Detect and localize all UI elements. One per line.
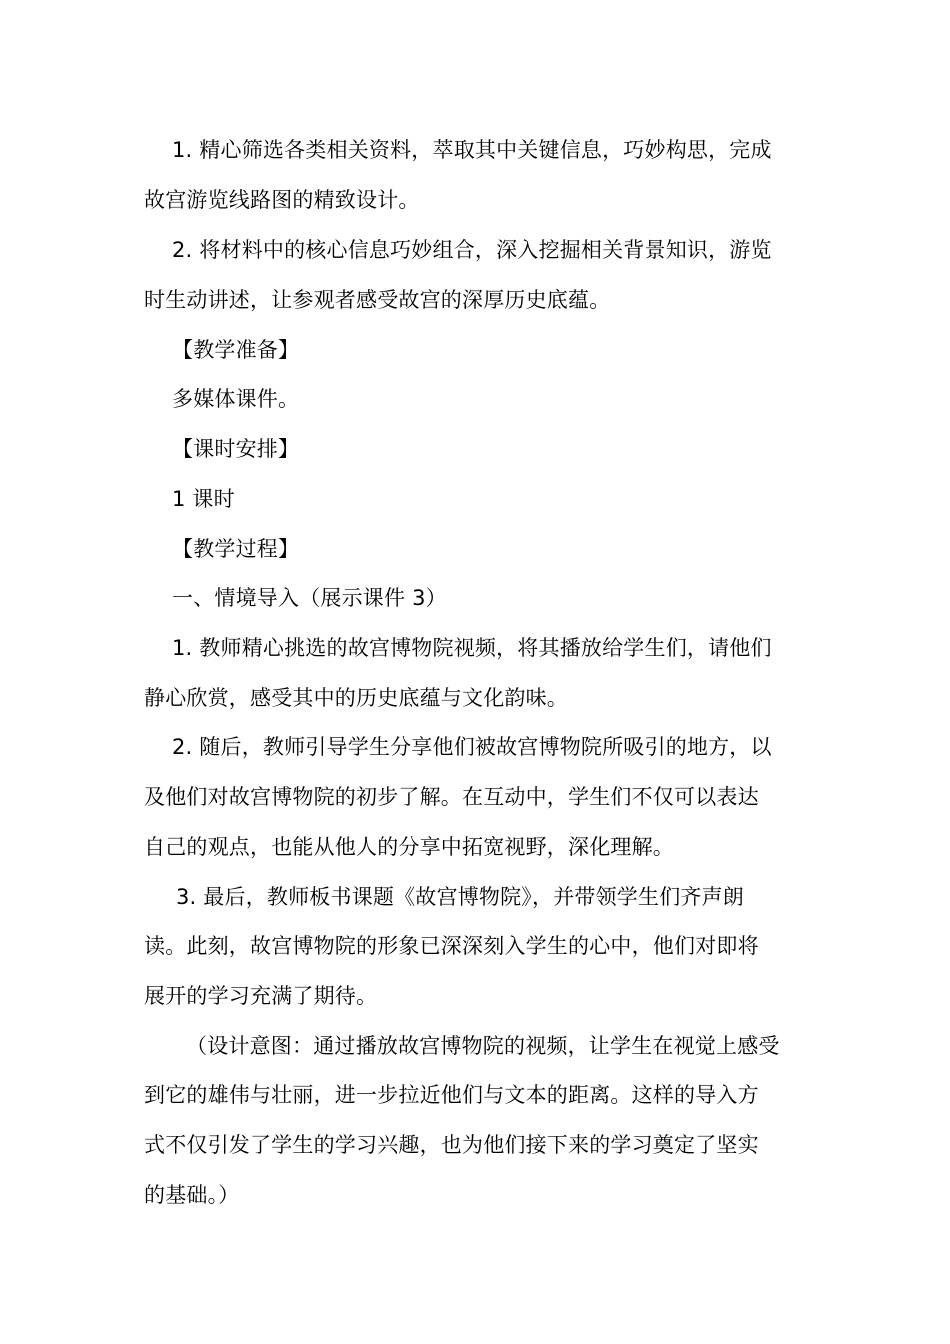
section-heading: 【课时安排】 bbox=[172, 437, 300, 461]
text-line: （设计意图：通过播放故宫博物院的视频，让学生在视觉上感受 bbox=[186, 1034, 780, 1058]
text-line: 1 课时 bbox=[172, 487, 235, 511]
text-line: 读。此刻，故宫博物院的形象已深深刻入学生的心中，他们对即将 bbox=[144, 934, 759, 958]
section-heading: 【教学过程】 bbox=[172, 537, 300, 561]
text-line: 静心欣赏，感受其中的历史底蕴与文化韵味。 bbox=[144, 686, 568, 710]
text-line: 的基础。） bbox=[144, 1183, 240, 1207]
text-line: 故宫游览线路图的精致设计。 bbox=[144, 188, 420, 212]
text-line: 自己的观点，也能从他人的分享中拓宽视野，深化理解。 bbox=[144, 835, 674, 859]
section-heading: 【教学准备】 bbox=[172, 338, 300, 362]
text-line: 到它的雄伟与壮丽，进一步拉近他们与文本的距离。这样的导入方 bbox=[144, 1083, 759, 1107]
text-line: 3. 最后，教师板书课题《故宫博物院》，并带领学生们齐声朗 bbox=[176, 885, 745, 909]
text-line: 1. 教师精心挑选的故宫博物院视频，将其播放给学生们，请他们 bbox=[172, 636, 772, 660]
text-line: 时生动讲述，让参观者感受故宫的深厚历史底蕴。 bbox=[144, 288, 611, 312]
text-line: 及他们对故宫博物院的初步了解。在互动中，学生们不仅可以表达 bbox=[144, 785, 759, 809]
text-line: 1. 精心筛选各类相关资料，萃取其中关键信息，巧妙构思，完成 bbox=[172, 138, 772, 162]
text-line: 式不仅引发了学生的学习兴趣，也为他们接下来的学习奠定了坚实 bbox=[144, 1133, 759, 1157]
text-line: 2. 将材料中的核心信息巧妙组合，深入挖掘相关背景知识，游览 bbox=[172, 238, 772, 262]
text-line: 多媒体课件。 bbox=[172, 387, 300, 411]
text-line: 展开的学习充满了期待。 bbox=[144, 984, 378, 1008]
subsection-heading: 一、情境导入（展示课件 3） bbox=[172, 586, 447, 610]
text-line: 2. 随后，教师引导学生分享他们被故宫博物院所吸引的地方，以 bbox=[172, 735, 772, 759]
